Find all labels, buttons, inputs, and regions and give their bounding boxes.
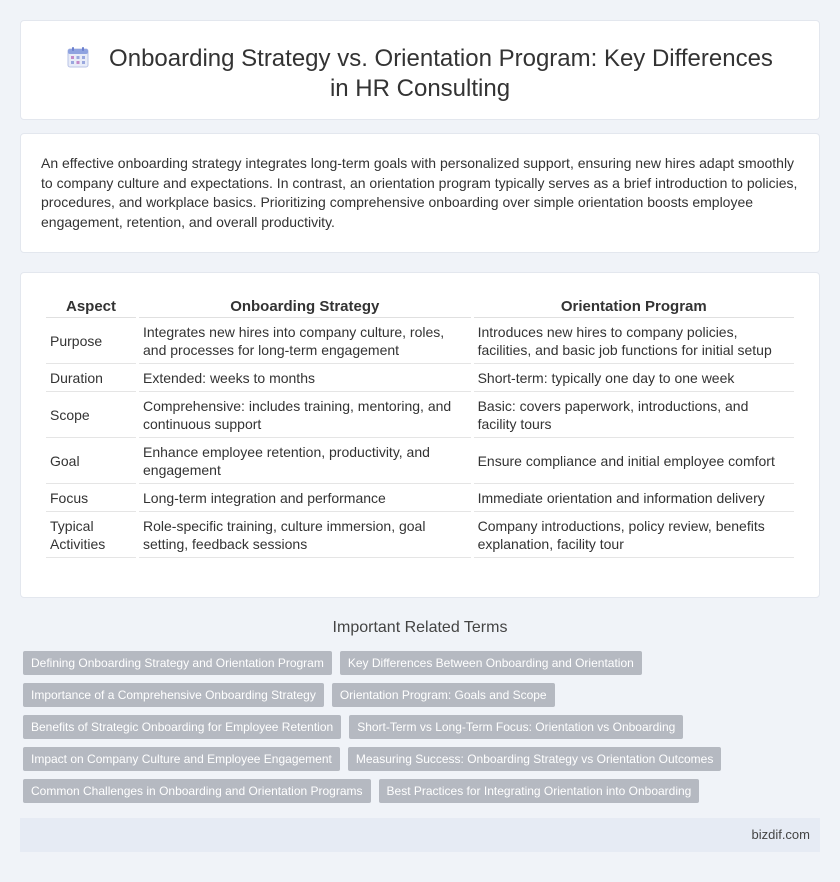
related-term-link[interactable]: Orientation Program: Goals and Scope	[332, 683, 555, 707]
related-term-link[interactable]: Key Differences Between Onboarding and Orientation	[340, 651, 642, 675]
related-term-link[interactable]: Importance of a Comprehensive Onboarding Strategy	[23, 683, 324, 707]
column-header-aspect: Aspect	[46, 295, 136, 318]
onboarding-cell: Comprehensive: includes training, mentoring, and continuous support	[139, 392, 471, 438]
onboarding-cell: Extended: weeks to months	[139, 364, 471, 392]
table-row	[46, 438, 794, 484]
table-row	[46, 364, 794, 392]
column-header-onboarding: Onboarding Strategy	[139, 295, 471, 318]
aspect-cell: Purpose	[46, 318, 136, 364]
table-row	[46, 512, 794, 558]
orientation-cell: Immediate orientation and information delivery	[474, 484, 794, 512]
aspect-cell: Typical Activities	[46, 512, 136, 558]
onboarding-cell: Role-specific training, culture immersion, goal setting, feedback sessions	[139, 512, 471, 558]
table-row	[46, 318, 794, 364]
footer	[20, 818, 820, 852]
intro-text: An effective onboarding strategy integrates long-term goals with personalized support, ensuring new hires adapt smoothly to company culture and expectations. In contrast, an orientation program typically serves as a brief introduction to policies, procedures, and workplace basics. Prioritizing comprehensive onboarding over simple orientation boosts employee engagement, retention, and overall productivity.	[41, 155, 798, 230]
orientation-cell: Company introductions, policy review, benefits explanation, facility tour	[474, 512, 794, 558]
calendar-icon	[67, 46, 89, 68]
related-term-link[interactable]: Short-Term vs Long-Term Focus: Orientation vs Onboarding	[349, 715, 683, 739]
column-header-orientation: Orientation Program	[474, 295, 794, 318]
related-terms-heading: Important Related Terms	[332, 619, 508, 636]
orientation-cell: Introduces new hires to company policies, facilities, and basic job functions for initial setup	[474, 318, 794, 364]
page-title	[21, 44, 819, 104]
related-terms-list	[23, 651, 823, 811]
orientation-cell: Basic: covers paperwork, introductions, and facility tours	[474, 392, 794, 438]
comparison-table	[43, 295, 797, 558]
table-row	[46, 392, 794, 438]
onboarding-cell: Integrates new hires into company culture, roles, and processes for long-term engagement	[139, 318, 471, 364]
aspect-cell: Duration	[46, 364, 136, 392]
orientation-cell: Short-term: typically one day to one week	[474, 364, 794, 392]
comparison-table-card	[20, 272, 820, 598]
orientation-cell: Ensure compliance and initial employee comfort	[474, 438, 794, 484]
related-term-link[interactable]: Impact on Company Culture and Employee Engagement	[23, 747, 340, 771]
table-row	[46, 484, 794, 512]
aspect-cell: Focus	[46, 484, 136, 512]
aspect-cell: Goal	[46, 438, 136, 484]
page-title-text: Onboarding Strategy vs. Orientation Program: Key Differences in HR Consulting	[109, 45, 773, 102]
header-card	[20, 20, 820, 120]
related-term-link[interactable]: Defining Onboarding Strategy and Orientation Program	[23, 651, 332, 675]
table-header-row	[46, 295, 794, 318]
related-term-link[interactable]: Measuring Success: Onboarding Strategy vs Orientation Outcomes	[348, 747, 722, 771]
footer-site-link[interactable]: bizdif.com	[751, 827, 810, 842]
aspect-cell: Scope	[46, 392, 136, 438]
onboarding-cell: Long-term integration and performance	[139, 484, 471, 512]
related-term-link[interactable]: Benefits of Strategic Onboarding for Employee Retention	[23, 715, 341, 739]
onboarding-cell: Enhance employee retention, productivity, and engagement	[139, 438, 471, 484]
intro-card	[20, 133, 820, 253]
related-term-link[interactable]: Common Challenges in Onboarding and Orientation Programs	[23, 779, 371, 803]
related-term-link[interactable]: Best Practices for Integrating Orientation into Onboarding	[379, 779, 700, 803]
